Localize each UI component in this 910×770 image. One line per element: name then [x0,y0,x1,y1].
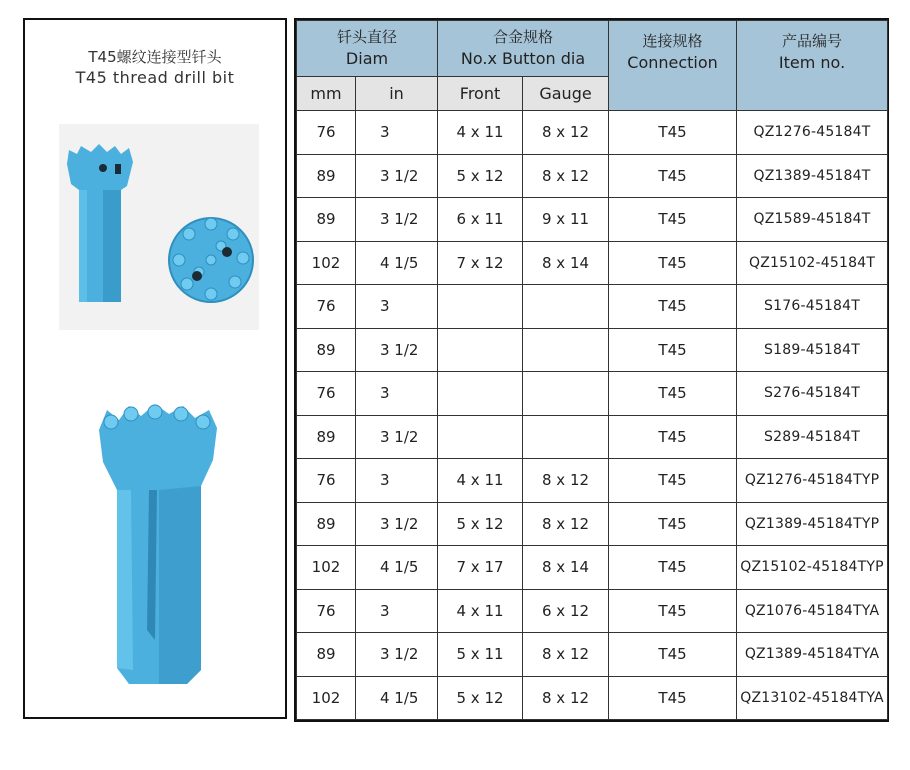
cell-in: 3 1/2 [356,198,438,242]
cell-connection: T45 [609,198,737,242]
cell-mm: 89 [297,415,356,459]
table-row [297,372,888,416]
cell-front: 7 x 12 [438,241,523,285]
cell-front: 5 x 12 [438,676,523,720]
cell-front: 6 x 11 [438,198,523,242]
cell-front: 5 x 12 [438,502,523,546]
cell-in: 4 1/5 [356,546,438,590]
subheader-front: Front [438,77,523,111]
drill-bit-photo-top [59,124,259,330]
cell-front [438,328,523,372]
cell-mm: 76 [297,111,356,155]
subheader-in: in [356,77,438,111]
cell-mm: 89 [297,154,356,198]
spec-table-container [294,18,889,722]
cell-gauge [523,285,609,329]
table-row [297,111,888,155]
header-connection: 连接规格 Connection [609,21,737,111]
cell-mm: 102 [297,241,356,285]
cell-mm: 76 [297,285,356,329]
cell-front: 4 x 11 [438,111,523,155]
cell-gauge: 8 x 14 [523,546,609,590]
cell-gauge [523,328,609,372]
cell-mm: 102 [297,676,356,720]
cell-in: 3 [356,111,438,155]
cell-item-no: S289-45184T [737,415,888,459]
spec-table [296,20,888,720]
table-row [297,502,888,546]
cell-item-no: QZ1389-45184TYP [737,502,888,546]
cell-item-no: QZ1589-45184T [737,198,888,242]
cell-mm: 89 [297,198,356,242]
cell-in: 3 1/2 [356,502,438,546]
header-button: 合金规格 No.x Button dia [438,21,609,77]
cell-connection: T45 [609,546,737,590]
cell-gauge: 9 x 11 [523,198,609,242]
cell-in: 3 [356,459,438,503]
cell-item-no: QZ1389-45184T [737,154,888,198]
header-diam: 钎头直径 Diam [297,21,438,77]
cell-in: 3 [356,589,438,633]
cell-front: 5 x 11 [438,633,523,677]
cell-front [438,415,523,459]
cell-in: 3 1/2 [356,633,438,677]
cell-gauge [523,415,609,459]
cell-connection: T45 [609,241,737,285]
cell-gauge: 8 x 12 [523,502,609,546]
cell-connection: T45 [609,111,737,155]
cell-gauge: 8 x 12 [523,676,609,720]
table-row [297,198,888,242]
cell-gauge: 6 x 12 [523,589,609,633]
cell-front [438,285,523,329]
cell-mm: 102 [297,546,356,590]
cell-item-no: QZ15102-45184TYP [737,546,888,590]
cell-item-no: QZ1076-45184TYA [737,589,888,633]
cell-in: 3 1/2 [356,415,438,459]
cell-mm: 89 [297,633,356,677]
cell-front: 7 x 17 [438,546,523,590]
cell-connection: T45 [609,459,737,503]
cell-mm: 76 [297,589,356,633]
cell-in: 4 1/5 [356,676,438,720]
cell-in: 3 [356,372,438,416]
table-row [297,589,888,633]
cell-in: 3 1/2 [356,328,438,372]
product-title-en: T45 thread drill bit [75,68,235,87]
header-item-no: 产品编号 Item no. [737,21,888,111]
cell-front: 5 x 12 [438,154,523,198]
cell-connection: T45 [609,285,737,329]
cell-item-no: S276-45184T [737,372,888,416]
table-row [297,285,888,329]
cell-front: 4 x 11 [438,459,523,503]
subheader-mm: mm [297,77,356,111]
cell-connection: T45 [609,589,737,633]
cell-front [438,372,523,416]
table-row [297,241,888,285]
cell-gauge: 8 x 12 [523,633,609,677]
cell-gauge: 8 x 14 [523,241,609,285]
cell-connection: T45 [609,328,737,372]
cell-item-no: QZ15102-45184T [737,241,888,285]
cell-item-no: QZ1276-45184TYP [737,459,888,503]
cell-item-no: QZ13102-45184TYA [737,676,888,720]
cell-connection: T45 [609,415,737,459]
product-title-cn: T45螺纹连接型钎头 [88,48,222,66]
cell-gauge: 8 x 12 [523,111,609,155]
cell-gauge: 8 x 12 [523,459,609,503]
cell-mm: 89 [297,502,356,546]
table-row [297,546,888,590]
table-row [297,328,888,372]
table-row [297,154,888,198]
cell-front: 4 x 11 [438,589,523,633]
cell-item-no: QZ1276-45184T [737,111,888,155]
cell-gauge [523,372,609,416]
table-row [297,633,888,677]
cell-in: 3 1/2 [356,154,438,198]
cell-gauge: 8 x 12 [523,154,609,198]
cell-item-no: S176-45184T [737,285,888,329]
cell-connection: T45 [609,154,737,198]
cell-mm: 89 [297,328,356,372]
table-row [297,459,888,503]
cell-item-no: S189-45184T [737,328,888,372]
cell-in: 3 [356,285,438,329]
cell-connection: T45 [609,372,737,416]
cell-item-no: QZ1389-45184TYA [737,633,888,677]
drill-bit-photo-bottom [89,400,229,690]
cell-mm: 76 [297,459,356,503]
subheader-gauge: Gauge [523,77,609,111]
product-panel [23,18,287,719]
cell-connection: T45 [609,502,737,546]
table-row [297,676,888,720]
table-row [297,415,888,459]
cell-in: 4 1/5 [356,241,438,285]
cell-connection: T45 [609,633,737,677]
cell-connection: T45 [609,676,737,720]
cell-mm: 76 [297,372,356,416]
